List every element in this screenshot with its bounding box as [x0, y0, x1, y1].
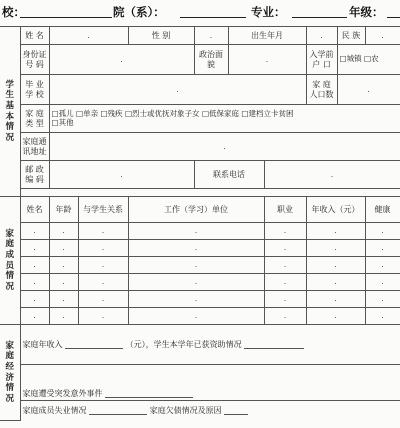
member-age-cell[interactable]: . — [49, 291, 78, 308]
birth-field[interactable]: . — [306, 27, 337, 45]
table-row — [0, 240, 400, 257]
table-row — [0, 223, 400, 240]
school-label: 校： — [2, 5, 25, 19]
debt-blank[interactable] — [224, 407, 248, 415]
member-relation-cell[interactable]: . — [78, 223, 128, 240]
address-label: 家庭通讯地址 — [20, 133, 49, 161]
form-header — [0, 0, 400, 26]
family-size-label: 家 庭人口数 — [306, 75, 337, 105]
member-workplace-cell[interactable]: . — [128, 291, 264, 308]
phone-field[interactable]: . — [264, 161, 400, 189]
member-income-cell[interactable]: . — [306, 240, 365, 257]
option-orphan[interactable]: □孤儿 — [51, 108, 74, 118]
enroll-label: 入学前户 口 — [306, 45, 337, 75]
address-field[interactable]: . — [49, 133, 400, 161]
income-unit-label: （元），学生本学年已获资助情况 — [125, 339, 242, 349]
member-name-cell[interactable]: . — [20, 257, 49, 274]
member-occupation-cell[interactable]: . — [264, 291, 306, 308]
member-workplace-cell[interactable]: . — [128, 223, 264, 240]
spacer-row — [20, 189, 400, 197]
family-type-options[interactable] — [49, 105, 400, 133]
member-income-cell[interactable]: . — [306, 274, 365, 291]
income-blank[interactable] — [65, 341, 123, 349]
student-section-label: 学生基本情况 — [0, 27, 20, 197]
member-name-cell[interactable]: . — [20, 308, 49, 325]
family-type-label: 家 庭类 型 — [20, 105, 49, 133]
col-occupation: 职业 — [264, 197, 306, 223]
member-occupation-cell[interactable]: . — [264, 308, 306, 325]
member-health-cell[interactable]: . — [365, 240, 400, 257]
option-single-parent[interactable]: □单亲 — [75, 108, 99, 118]
grade-blank-line — [387, 17, 400, 18]
member-income-cell[interactable]: . — [306, 257, 365, 274]
member-name-cell[interactable]: . — [20, 223, 49, 240]
col-relation: 与学生关系 — [78, 197, 128, 223]
ethnicity-label: 民 族 — [337, 27, 365, 45]
member-income-cell[interactable]: . — [306, 223, 365, 240]
member-health-cell[interactable]: . — [365, 291, 400, 308]
col-health: 健康 — [365, 197, 400, 223]
table-row — [0, 291, 400, 308]
disaster-blank[interactable] — [105, 390, 193, 398]
aid-application-form — [0, 26, 400, 421]
member-workplace-cell[interactable]: . — [128, 240, 264, 257]
disaster-label: 家庭遭受突发意外事件 — [22, 388, 103, 398]
member-workplace-cell[interactable]: . — [128, 257, 264, 274]
member-name-cell[interactable]: . — [20, 291, 49, 308]
major-label: 专业： — [251, 5, 286, 19]
name-label: 姓 名 — [20, 27, 49, 45]
birth-label: 出生年月 — [228, 27, 306, 45]
member-occupation-cell[interactable]: . — [264, 240, 306, 257]
unemployment-blank[interactable] — [89, 407, 147, 415]
name-field[interactable]: . — [49, 27, 128, 45]
option-urban[interactable]: □城镇 — [339, 54, 362, 64]
gender-label: 性 别 — [128, 27, 194, 45]
unemployment-label: 家庭成员失业情况 — [22, 406, 87, 416]
graduated-school-field[interactable]: . — [49, 75, 306, 105]
member-age-cell[interactable]: . — [49, 257, 78, 274]
option-poverty-registered[interactable]: □建档立卡贫困 — [241, 108, 294, 118]
option-martyr[interactable]: □烈士或优抚对象子女 — [124, 108, 200, 118]
postcode-field[interactable]: . — [49, 161, 194, 189]
col-income: 年收入（元） — [306, 197, 365, 223]
politics-label: 政治面貌 — [194, 45, 228, 75]
family-size-field[interactable]: . — [337, 75, 400, 105]
option-rural[interactable]: □农 — [364, 54, 379, 64]
member-health-cell[interactable]: . — [365, 274, 400, 291]
family-section-label: 家庭成员情况 — [0, 197, 20, 325]
member-relation-cell[interactable]: . — [78, 240, 128, 257]
ethnicity-field[interactable]: . — [365, 27, 400, 45]
member-age-cell[interactable]: . — [49, 240, 78, 257]
income-row[interactable] — [20, 325, 400, 365]
grade-label: 年级： — [349, 5, 384, 19]
disaster-row[interactable] — [20, 365, 400, 401]
postcode-label: 邮 政编 码 — [20, 161, 49, 189]
college-blank — [20, 17, 112, 18]
gender-field[interactable]: . — [194, 27, 228, 45]
member-health-cell[interactable]: . — [365, 257, 400, 274]
major-blank — [180, 17, 246, 18]
household-options[interactable] — [337, 45, 400, 75]
col-workplace: 工作（学习）单位 — [128, 197, 264, 223]
debt-label: 家庭欠债情况及原因 — [149, 406, 222, 416]
member-income-cell[interactable]: . — [306, 291, 365, 308]
aid-received-blank[interactable] — [244, 341, 304, 349]
member-name-cell[interactable]: . — [20, 274, 49, 291]
col-age: 年龄 — [49, 197, 78, 223]
member-income-cell[interactable]: . — [306, 308, 365, 325]
member-workplace-cell[interactable]: . — [128, 274, 264, 291]
option-low-income[interactable]: □低保家庭 — [201, 108, 240, 118]
member-relation-cell[interactable]: . — [78, 308, 128, 325]
grade-blank — [292, 17, 347, 18]
phone-label: 联系电话 — [194, 161, 264, 189]
member-occupation-cell[interactable]: . — [264, 223, 306, 240]
member-relation-cell[interactable]: . — [78, 274, 128, 291]
college-label: 院（系）： — [113, 5, 165, 19]
member-relation-cell[interactable]: . — [78, 257, 128, 274]
id-field[interactable]: . — [49, 45, 194, 75]
option-disabled[interactable]: □残疾 — [100, 108, 123, 118]
col-name: 姓名 — [20, 197, 49, 223]
member-age-cell[interactable]: . — [49, 274, 78, 291]
member-health-cell[interactable]: . — [365, 308, 400, 325]
table-row — [0, 308, 400, 325]
member-age-cell[interactable]: . — [49, 308, 78, 325]
member-name-cell[interactable]: . — [20, 240, 49, 257]
income-label: 家庭年收入 — [22, 339, 63, 349]
unemployment-debt-row[interactable] — [20, 401, 400, 421]
economy-section-label: 家庭经济情况 — [0, 325, 20, 421]
politics-field[interactable]: . — [228, 45, 306, 75]
member-occupation-cell[interactable]: . — [264, 274, 306, 291]
member-health-cell[interactable]: . — [365, 223, 400, 240]
member-workplace-cell[interactable]: . — [128, 308, 264, 325]
table-row — [0, 257, 400, 274]
member-occupation-cell[interactable]: . — [264, 257, 306, 274]
id-label: 身份证号 码 — [20, 45, 49, 75]
option-other[interactable]: □其他 — [51, 117, 74, 127]
member-age-cell[interactable]: . — [49, 223, 78, 240]
member-relation-cell[interactable]: . — [78, 291, 128, 308]
table-row — [0, 274, 400, 291]
graduated-school-label: 毕 业学 校 — [20, 75, 49, 105]
